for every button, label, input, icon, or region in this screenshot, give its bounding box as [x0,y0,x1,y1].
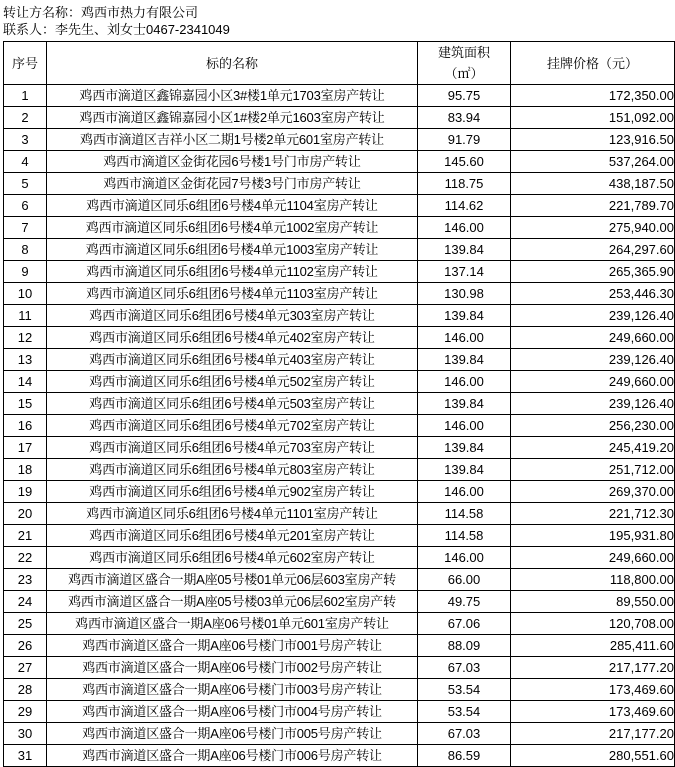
cell-area: 139.84 [418,305,511,327]
table-row [4,261,675,283]
cell-name: 鸡西市滴道区盛合一期A座05号楼03单元06层602室房产转 [47,591,418,613]
table-body [4,85,675,767]
cell-no: 12 [4,327,47,349]
cell-area: 146.00 [418,481,511,503]
cell-no: 23 [4,569,47,591]
cell-no: 11 [4,305,47,327]
cell-area: 146.00 [418,415,511,437]
cell-name: 鸡西市滴道区同乐6组团6号楼4单元602室房产转让 [47,547,418,569]
cell-name: 鸡西市滴道区同乐6组团6号楼4单元1103室房产转让 [47,283,418,305]
cell-area: 66.00 [418,569,511,591]
table-row [4,107,675,129]
cell-area: 145.60 [418,151,511,173]
cell-area: 146.00 [418,547,511,569]
cell-area: 139.84 [418,349,511,371]
cell-no: 13 [4,349,47,371]
cell-area: 91.79 [418,129,511,151]
table-row [4,591,675,613]
column-header-price: 挂牌价格（元） [511,42,675,85]
cell-area: 139.84 [418,437,511,459]
cell-area: 146.00 [418,217,511,239]
cell-price: 537,264.00 [511,151,675,173]
table-row [4,239,675,261]
cell-price: 251,712.00 [511,459,675,481]
cell-name: 鸡西市滴道区盛合一期A座06号楼门市001号房产转让 [47,635,418,657]
cell-price: 195,931.80 [511,525,675,547]
cell-no: 15 [4,393,47,415]
table-row [4,679,675,701]
cell-area: 67.03 [418,723,511,745]
cell-area: 139.84 [418,239,511,261]
cell-name: 鸡西市滴道区盛合一期A座06号楼门市006号房产转让 [47,745,418,767]
cell-no: 8 [4,239,47,261]
cell-name: 鸡西市滴道区同乐6组团6号楼4单元201室房产转让 [47,525,418,547]
table-row [4,85,675,107]
table-row [4,393,675,415]
cell-no: 7 [4,217,47,239]
cell-area: 95.75 [418,85,511,107]
table-row [4,635,675,657]
contact-person-line: 联系人：李先生、刘女士0467-2341049 [3,22,230,37]
cell-name: 鸡西市滴道区盛合一期A座06号楼01单元601室房产转让 [47,613,418,635]
table-row [4,283,675,305]
cell-area: 114.62 [418,195,511,217]
table-row [4,217,675,239]
cell-no: 6 [4,195,47,217]
cell-no: 14 [4,371,47,393]
cell-no: 22 [4,547,47,569]
table-row [4,327,675,349]
cell-price: 253,446.30 [511,283,675,305]
table-row [4,415,675,437]
table-row [4,349,675,371]
cell-price: 264,297.60 [511,239,675,261]
table-row [4,129,675,151]
cell-name: 鸡西市滴道区金街花园7号楼3号门市房产转让 [47,173,418,195]
cell-area: 118.75 [418,173,511,195]
listing-table [3,41,675,767]
table-row [4,657,675,679]
cell-no: 28 [4,679,47,701]
cell-price: 438,187.50 [511,173,675,195]
cell-no: 18 [4,459,47,481]
column-header-area-line2: （㎡） [444,66,484,81]
cell-price: 285,411.60 [511,635,675,657]
table-row [4,503,675,525]
cell-no: 2 [4,107,47,129]
cell-area: 88.09 [418,635,511,657]
cell-price: 118,800.00 [511,569,675,591]
column-header-no: 序号 [4,42,47,85]
cell-area: 53.54 [418,679,511,701]
cell-name: 鸡西市滴道区盛合一期A座06号楼门市005号房产转让 [47,723,418,745]
cell-price: 173,469.60 [511,701,675,723]
table-row [4,569,675,591]
table-row [4,371,675,393]
cell-price: 249,660.00 [511,371,675,393]
cell-price: 275,940.00 [511,217,675,239]
cell-area: 139.84 [418,393,511,415]
cell-no: 3 [4,129,47,151]
cell-area: 114.58 [418,525,511,547]
cell-name: 鸡西市滴道区鑫锦嘉园小区1#楼2单元1603室房产转让 [47,107,418,129]
cell-name: 鸡西市滴道区同乐6组团6号楼4单元1104室房产转让 [47,195,418,217]
cell-area: 146.00 [418,371,511,393]
cell-no: 5 [4,173,47,195]
table-header-row [4,42,675,85]
cell-name: 鸡西市滴道区同乐6组团6号楼4单元1101室房产转让 [47,503,418,525]
cell-price: 123,916.50 [511,129,675,151]
cell-area: 83.94 [418,107,511,129]
table-row [4,745,675,767]
cell-no: 31 [4,745,47,767]
cell-name: 鸡西市滴道区同乐6组团6号楼4单元702室房产转让 [47,415,418,437]
table-row [4,173,675,195]
cell-no: 10 [4,283,47,305]
cell-area: 130.98 [418,283,511,305]
cell-price: 280,551.60 [511,745,675,767]
cell-price: 249,660.00 [511,547,675,569]
cell-price: 221,712.30 [511,503,675,525]
cell-price: 249,660.00 [511,327,675,349]
cell-area: 139.84 [418,459,511,481]
cell-price: 172,350.00 [511,85,675,107]
cell-area: 53.54 [418,701,511,723]
cell-no: 16 [4,415,47,437]
cell-name: 鸡西市滴道区盛合一期A座06号楼门市003号房产转让 [47,679,418,701]
cell-area: 86.59 [418,745,511,767]
cell-price: 151,092.00 [511,107,675,129]
cell-price: 239,126.40 [511,305,675,327]
cell-price: 120,708.00 [511,613,675,635]
cell-name: 鸡西市滴道区盛合一期A座06号楼门市002号房产转让 [47,657,418,679]
cell-no: 4 [4,151,47,173]
table-header [4,42,675,85]
cell-price: 217,177.20 [511,657,675,679]
cell-name: 鸡西市滴道区同乐6组团6号楼4单元1003室房产转让 [47,239,418,261]
cell-area: 114.58 [418,503,511,525]
cell-area: 67.03 [418,657,511,679]
cell-no: 20 [4,503,47,525]
table-row [4,701,675,723]
table-row [4,547,675,569]
cell-name: 鸡西市滴道区金街花园6号楼1号门市房产转让 [47,151,418,173]
cell-name: 鸡西市滴道区盛合一期A座06号楼门市004号房产转让 [47,701,418,723]
table-row [4,481,675,503]
cell-no: 25 [4,613,47,635]
cell-no: 1 [4,85,47,107]
cell-no: 21 [4,525,47,547]
table-row [4,525,675,547]
table-row [4,195,675,217]
column-header-area [418,42,511,85]
cell-name: 鸡西市滴道区同乐6组团6号楼4单元1102室房产转让 [47,261,418,283]
column-header-area-line1: 建筑面积 [437,45,490,60]
table-row [4,459,675,481]
cell-price: 217,177.20 [511,723,675,745]
cell-area: 67.06 [418,613,511,635]
cell-name: 鸡西市滴道区同乐6组团6号楼4单元703室房产转让 [47,437,418,459]
cell-name: 鸡西市滴道区同乐6组团6号楼4单元403室房产转让 [47,349,418,371]
column-header-name: 标的名称 [47,42,418,85]
cell-no: 9 [4,261,47,283]
table-row [4,151,675,173]
cell-no: 24 [4,591,47,613]
table-row [4,437,675,459]
cell-price: 239,126.40 [511,393,675,415]
cell-name: 鸡西市滴道区同乐6组团6号楼4单元402室房产转让 [47,327,418,349]
cell-no: 29 [4,701,47,723]
cell-price: 269,370.00 [511,481,675,503]
cell-price: 265,365.90 [511,261,675,283]
cell-no: 27 [4,657,47,679]
table-row [4,613,675,635]
cell-name: 鸡西市滴道区同乐6组团6号楼4单元1002室房产转让 [47,217,418,239]
cell-no: 17 [4,437,47,459]
transferor-name-line: 转让方名称：鸡西市热力有限公司 [3,5,199,20]
cell-price: 256,230.00 [511,415,675,437]
cell-name: 鸡西市滴道区盛合一期A座05号楼01单元06层603室房产转 [47,569,418,591]
cell-name: 鸡西市滴道区鑫锦嘉园小区3#楼1单元1703室房产转让 [47,85,418,107]
cell-price: 245,419.20 [511,437,675,459]
cell-price: 221,789.70 [511,195,675,217]
cell-no: 26 [4,635,47,657]
cell-price: 89,550.00 [511,591,675,613]
cell-name: 鸡西市滴道区同乐6组团6号楼4单元303室房产转让 [47,305,418,327]
cell-name: 鸡西市滴道区同乐6组团6号楼4单元803室房产转让 [47,459,418,481]
cell-name: 鸡西市滴道区吉祥小区二期1号楼2单元601室房产转让 [47,129,418,151]
cell-name: 鸡西市滴道区同乐6组团6号楼4单元902室房产转让 [47,481,418,503]
cell-no: 19 [4,481,47,503]
table-row [4,305,675,327]
cell-price: 239,126.40 [511,349,675,371]
cell-no: 30 [4,723,47,745]
cell-area: 137.14 [418,261,511,283]
cell-name: 鸡西市滴道区同乐6组团6号楼4单元502室房产转让 [47,371,418,393]
cell-price: 173,469.60 [511,679,675,701]
cell-area: 49.75 [418,591,511,613]
cell-area: 146.00 [418,327,511,349]
cell-name: 鸡西市滴道区同乐6组团6号楼4单元503室房产转让 [47,393,418,415]
